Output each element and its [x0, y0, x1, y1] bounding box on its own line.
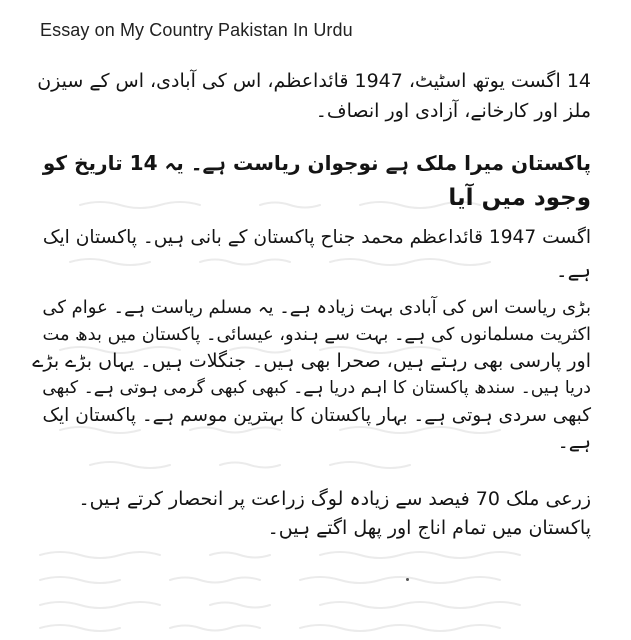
text-line: ہے۔ [555, 258, 591, 282]
text-line: اکثریت مسلمانوں کی ہے۔ بہت سے ہندو، عیسائی۔ پاکستان میں بدھ مت [42, 324, 591, 345]
essay-title: Essay on My Country Pakistan In Urdu [40, 20, 353, 40]
paragraph-heading [31, 146, 591, 216]
text-line: پاکستان میرا ملک ہے نوجوان ریاست ہے۔ یہ 14 تاریخ کو [42, 151, 591, 175]
paragraph-agriculture [31, 485, 591, 543]
text-line: 14 اگست یوتھ اسٹیٹ، 1947 قائداعظم، اس کی آبادی، اس کے سیزن [37, 70, 591, 92]
text-line: اور پارسی بھی رہتے ہیں، صحرا بھی ہیں۔ جنگلات ہیں۔ یہاں بڑے بڑے [32, 350, 591, 372]
text-line: بڑی ریاست اس کی آبادی بہت زیادہ ہے۔ یہ مسلم ریاست ہے۔ عوام کی [42, 297, 591, 318]
ink-speck [406, 578, 409, 581]
text-line: ملز اور کارخانے، آزادی اور انصاف۔ [315, 100, 591, 122]
text-line: پاکستان میں تمام اناج اور پھل اگتے ہیں۔ [267, 517, 591, 539]
text-line: ہے۔ [557, 431, 591, 453]
paragraph-description [31, 294, 591, 456]
text-line: کبھی سردی ہوتی ہے۔ بہار پاکستان کا بہترین موسم ہے۔ پاکستان ایک [42, 405, 591, 426]
paragraph-founder [31, 222, 591, 286]
text-line: زرعی ملک 70 فیصد سے زیادہ لوگ زراعت پر انحصار کرتے ہیں۔ [78, 488, 591, 510]
text-line: وجود میں آیا [448, 185, 591, 211]
text-line: اگست 1947 قائداعظم محمد جناح پاکستان کے بانی ہیں۔ پاکستان ایک [42, 227, 591, 248]
text-line: دریا ہیں۔ سندھ پاکستان کا اہم دریا ہے۔ کبھی کبھی گرمی ہوتی ہے۔ کبھی [42, 378, 591, 398]
paragraph-intro-keywords [31, 66, 591, 126]
